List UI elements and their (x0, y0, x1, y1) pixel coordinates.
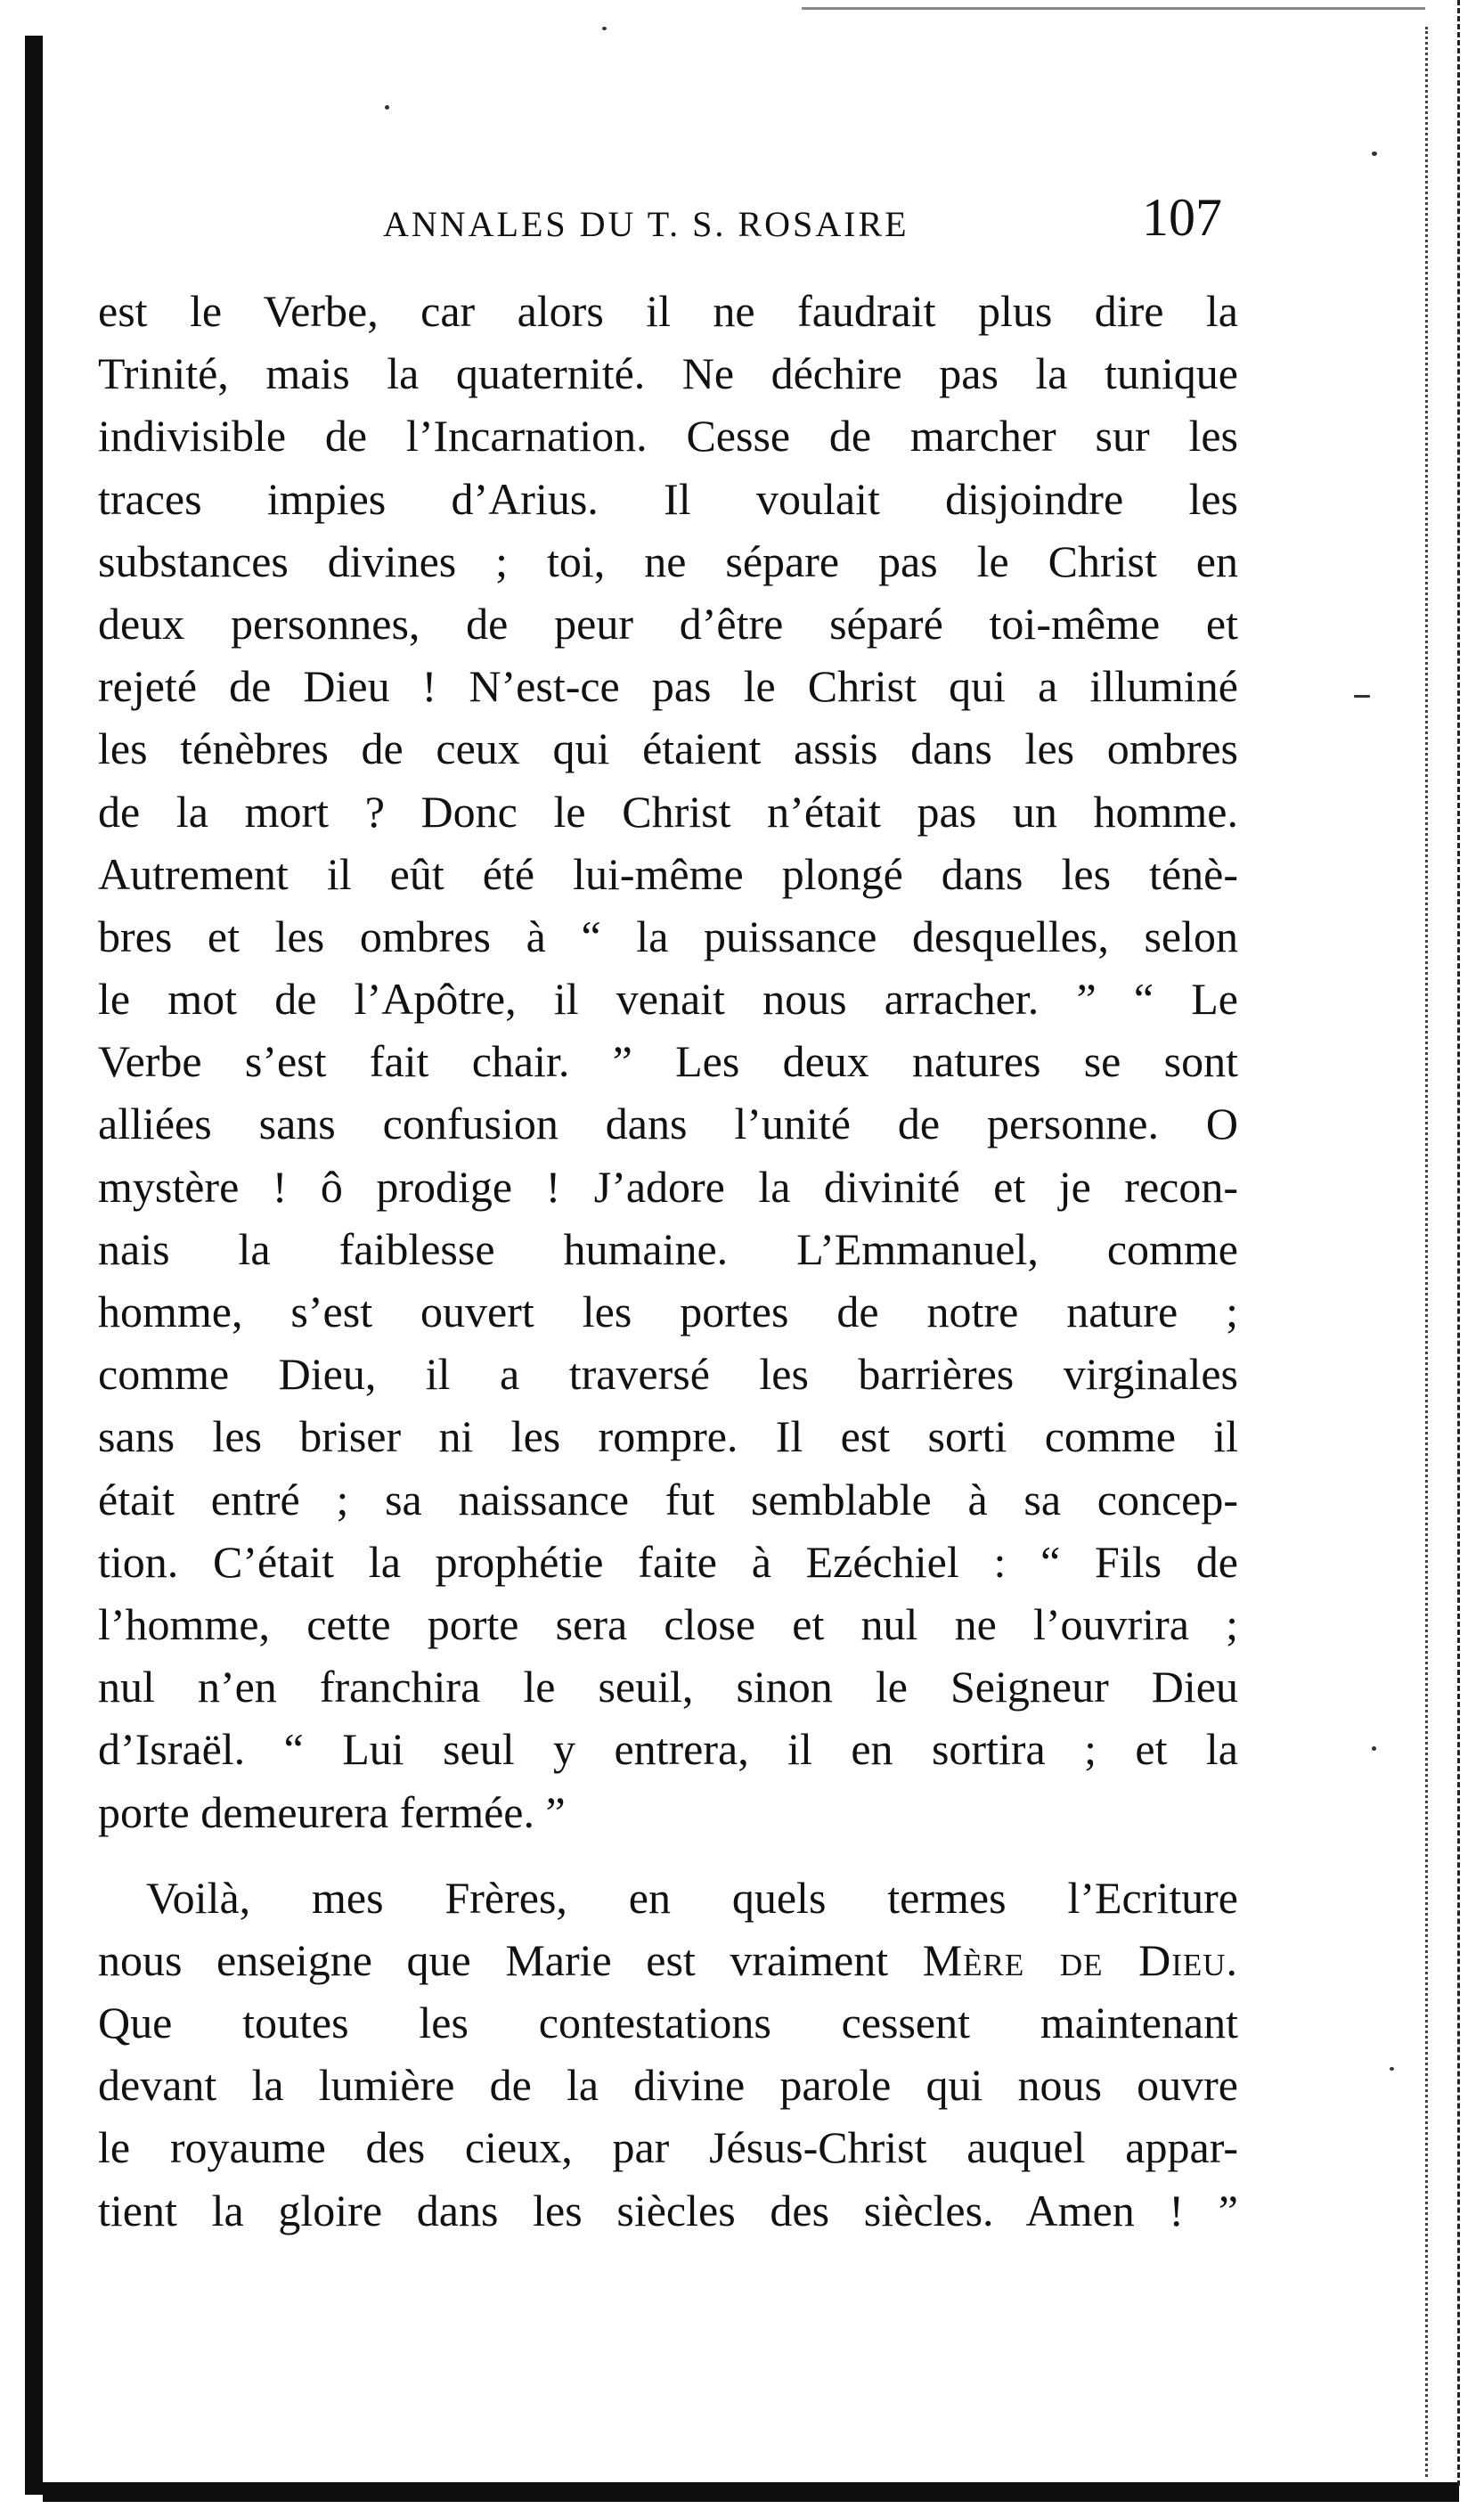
text-line: nul n’en franchira le seuil, sinon le Seigneur Dieu (98, 1662, 1238, 1712)
paragraph (98, 280, 1238, 1843)
running-head: ANNALES DU T. S. ROSAIRE (383, 204, 909, 244)
text-line: est le Verbe, car alors il ne faudrait plus dire la (98, 286, 1238, 336)
scan-edge-bottom (43, 2482, 1459, 2502)
text-line: nais la faiblesse humaine. L’Emmanuel, comme (98, 1223, 1238, 1274)
paragraph-gap (98, 1843, 1238, 1867)
scan-edge-right (1425, 27, 1431, 2477)
text-line: traces impies d’Arius. Il voulait disjoindre les (98, 473, 1238, 524)
text-line: rejeté de Dieu ! N’est-ce pas le Christ qui a illuminé (98, 661, 1238, 712)
text-fragment: nous enseigne que Marie est vraiment (98, 1934, 889, 1985)
text-line: sans les briser ni les rompre. Il est sorti comme il (98, 1411, 1238, 1462)
text-line: bres et les ombres à “ la puissance desquelles, selon (98, 911, 1238, 961)
scan-edge-right-outer (1457, 0, 1463, 2486)
text-line (98, 1929, 1238, 1991)
scan-speck (385, 105, 389, 110)
scan-speck (1354, 695, 1370, 698)
text-line: indivisible de l’Incarnation. Cesse de marcher sur les (98, 411, 1238, 462)
text-line: était entré ; sa naissance fut semblable à sa concep- (98, 1474, 1238, 1524)
text-line: tion. C’était la prophétie faite à Ezéchiel : “ Fils de (98, 1536, 1238, 1587)
text-line: comme Dieu, il a traversé les barrières virginales (98, 1349, 1238, 1400)
body-text (98, 280, 1238, 2242)
small-caps-phrase: Mère de Dieu. (922, 1934, 1238, 1985)
page-number: 107 (1142, 188, 1222, 247)
paragraph (98, 1867, 1238, 2242)
text-line: d’Israël. “ Lui seul y entrera, il en sortira ; et la (98, 1724, 1238, 1775)
text-line: Verbe s’est fait chair. ” Les deux natures se sont (98, 1036, 1238, 1087)
text-line: homme, s’est ouvert les portes de notre nature ; (98, 1287, 1238, 1336)
text-line: les ténèbres de ceux qui étaient assis dans les ombres (98, 723, 1238, 774)
scan-speck (1372, 151, 1377, 156)
text-line: tient la gloire dans les siècles des siècles. Amen ! ” (98, 2185, 1238, 2235)
scan-edge-top (802, 7, 1425, 10)
text-line: l’homme, cette porte sera close et nul ne l’ouvrira ; (98, 1598, 1238, 1649)
text-line: Autrement il eût été lui-même plongé dans les ténè- (98, 848, 1238, 899)
text-line: le mot de l’Apôtre, il venait nous arracher. ” “ Le (98, 974, 1238, 1025)
text-line: de la mort ? Donc le Christ n’était pas un homme. (98, 786, 1238, 837)
text-line: mystère ! ô prodige ! J’adore la divinité et je recon- (98, 1161, 1238, 1212)
text-line: Que toutes les contestations cessent maintenant (98, 1998, 1238, 2048)
text-line: porte demeurera fermée. ” (98, 1786, 566, 1837)
text-line: alliées sans confusion dans l’unité de personne. O (98, 1099, 1238, 1149)
text-line: Voilà, mes Frères, en quels termes l’Ecriture (146, 1872, 1238, 1923)
scan-speck (602, 27, 607, 30)
scan-speck (1390, 2067, 1394, 2071)
text-line: Trinité, mais la quaternité. Ne déchire pas la tunique (98, 348, 1238, 399)
scan-speck (1372, 1746, 1376, 1751)
text-line: devant la lumière de la divine parole qui nous ouvre (98, 2060, 1238, 2111)
text-line: deux personnes, de peur d’être séparé toi-même et (98, 598, 1238, 649)
text-line: le royaume des cieux, par Jésus-Christ auquel appar- (98, 2122, 1238, 2173)
scan-edge-left (25, 36, 43, 2495)
text-line: substances divines ; toi, ne sépare pas le Christ en (98, 535, 1238, 586)
